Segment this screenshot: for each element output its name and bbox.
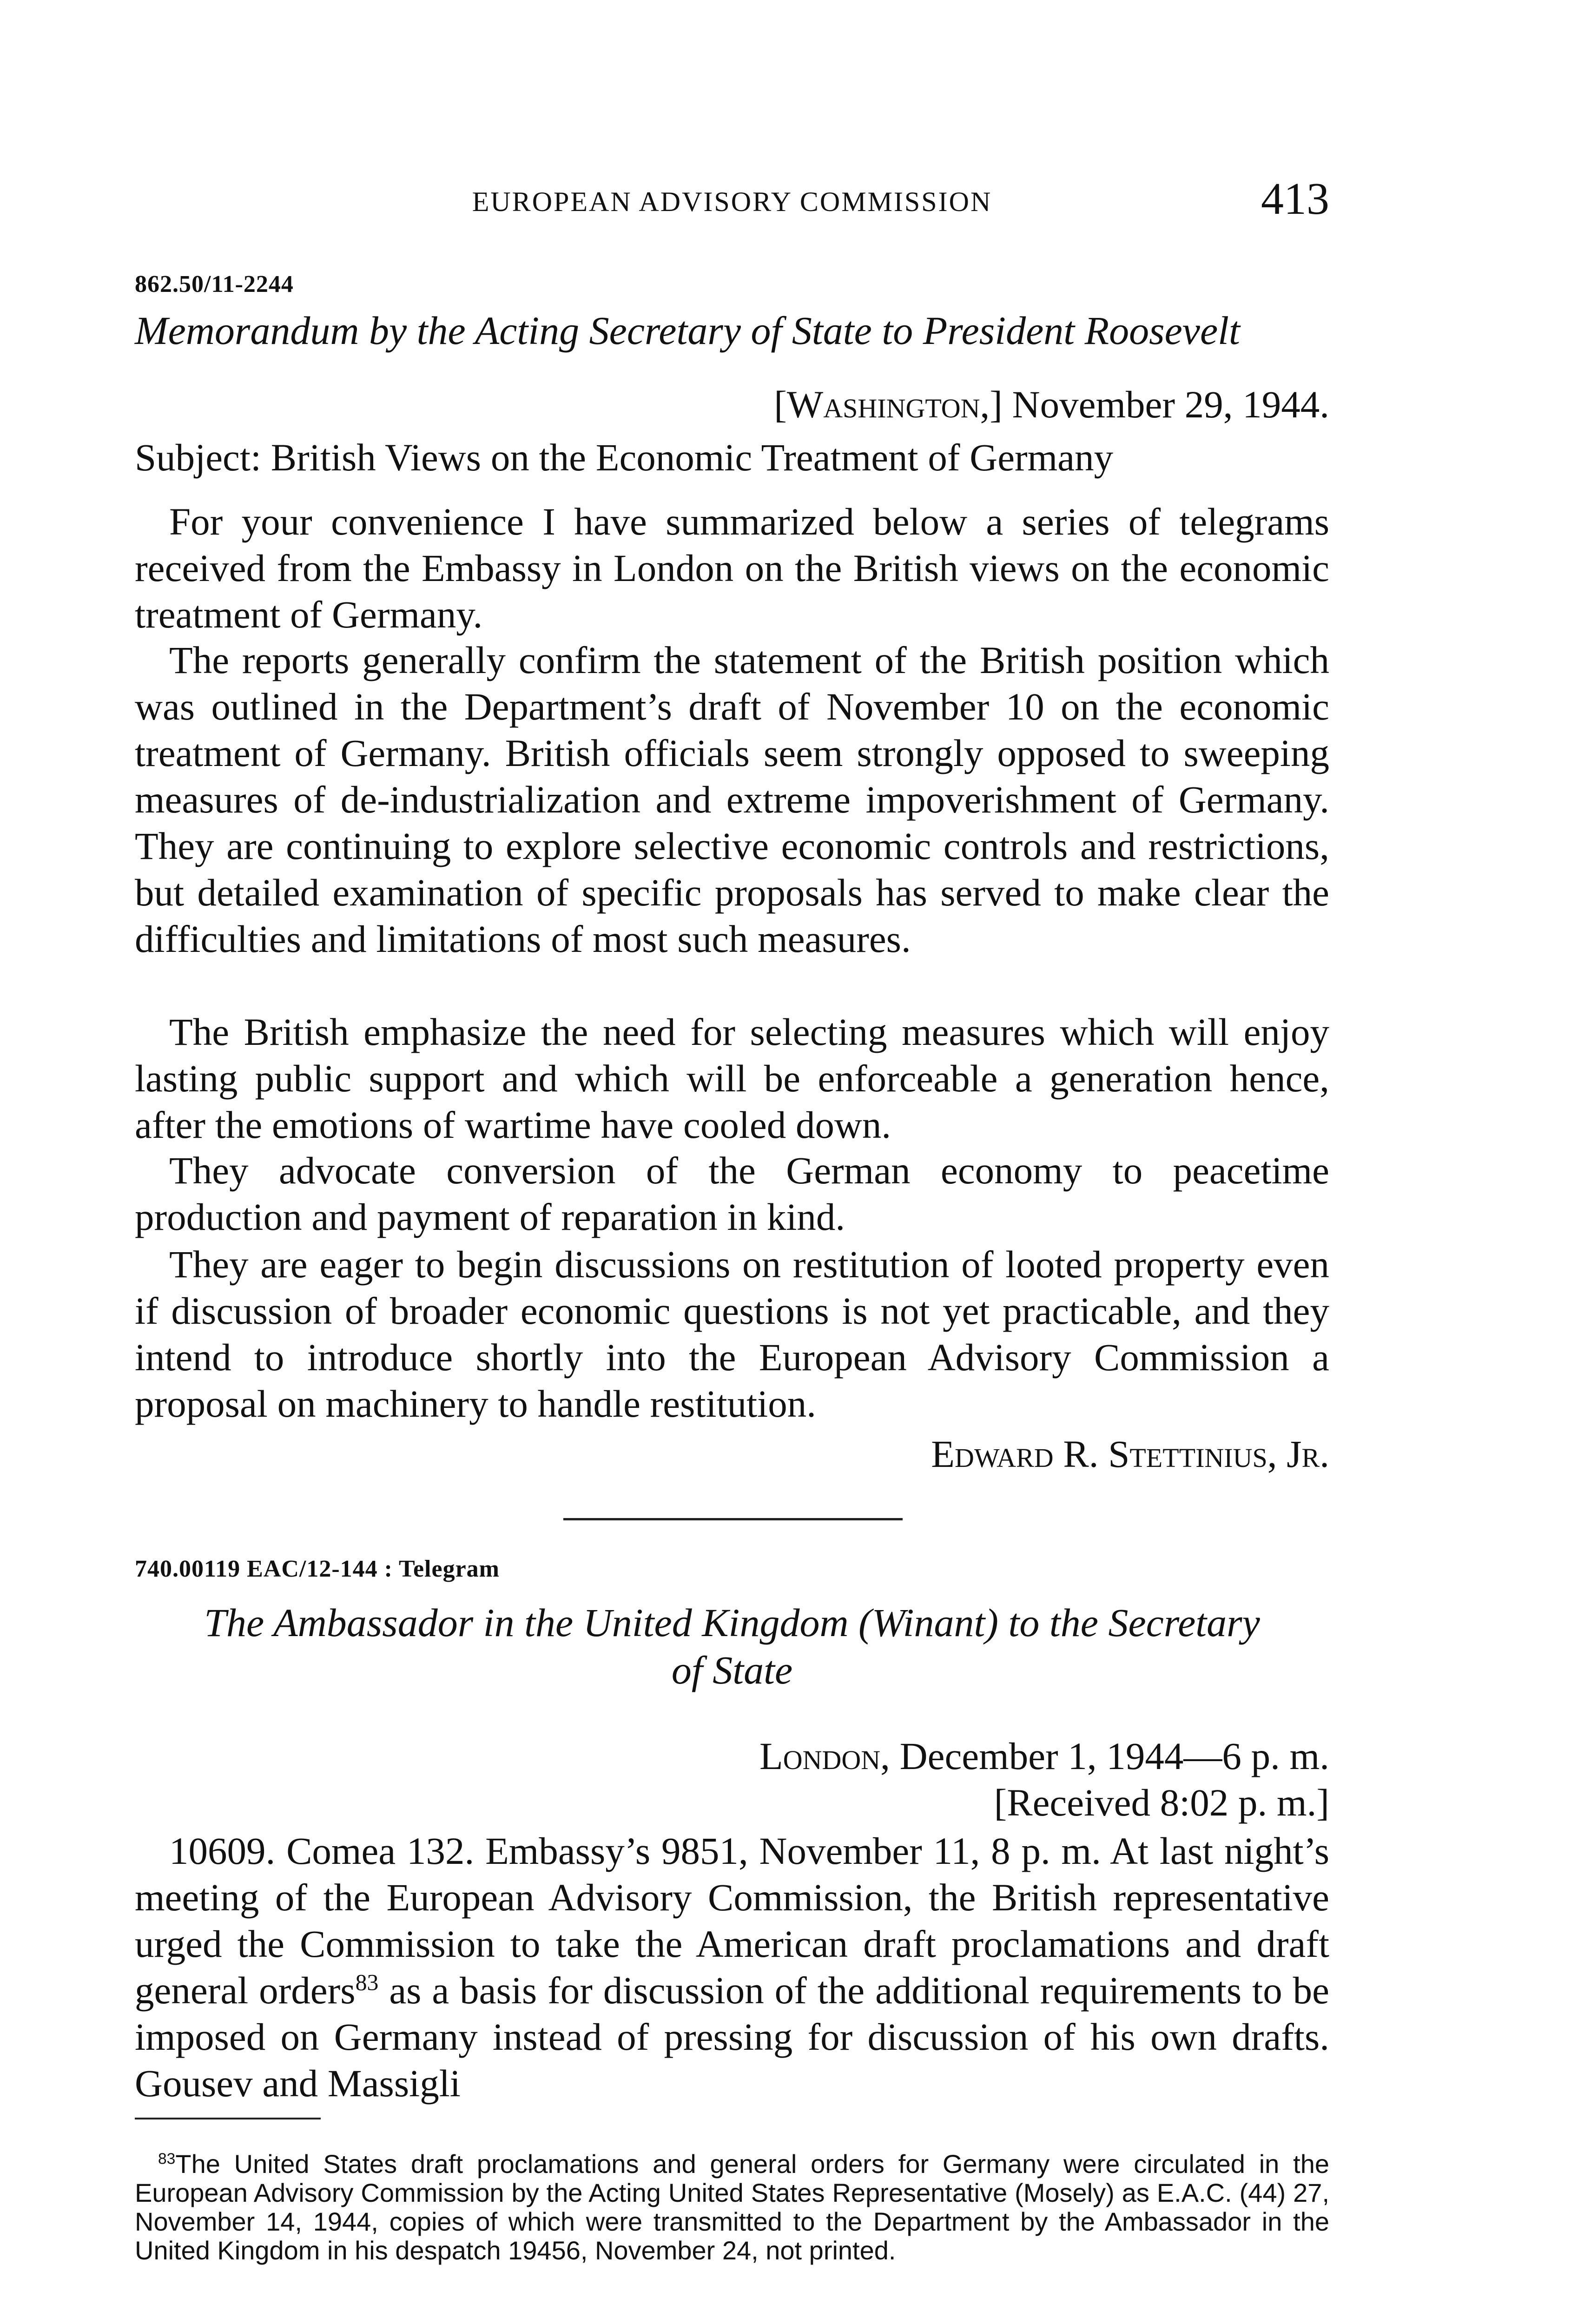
section-divider [563,1518,903,1520]
page-number: 413 [1261,174,1329,224]
dateline [774,382,1329,427]
paragraph-text: as a basis for discussion of the additional requirements to be imposed on Germany instead of pressing for discussion of his own drafts. Gousev and Massigli [135,1969,1329,2105]
dateline-place: [Washington,] [774,383,1003,426]
dateline-date: November 29, 1944. [1002,383,1329,426]
received-line: [Received 8:02 p. m.] [994,1781,1329,1824]
body-paragraph: They advocate conversion of the German economy to peacetime production and payment of reparation in kind. [135,1149,1329,1238]
body-paragraph: For your convenience I have summarized below a series of telegrams received from the Embassy in London on the British views on the economic treatment of Germany. [135,500,1329,636]
running-title: EUROPEAN ADVISORY COMMISSION [472,186,992,217]
signature: Edward R. Stettinius, Jr. [931,1433,1329,1475]
document-title: The Ambassador in the United Kingdom (Winant) to the Secretary [204,1600,1260,1645]
body-paragraph: The British emphasize the need for selecting measures which will enjoy lasting public support and which will be enforceable a generation hence, after the emotions of wartime have cooled down. [135,1010,1329,1146]
dateline-date: December 1, 1944—6 p. m. [890,1735,1329,1777]
document-title-continued: of State [671,1648,793,1692]
running-head [135,174,1329,238]
file-number: 862.50/11-2244 [135,271,294,297]
body-paragraph [135,1828,1329,2106]
dateline-place: London, [759,1735,890,1777]
footnote-text: The United States draft proclamations and general orders for Germany were circulated in the European Advisory Commission by the Acting United States Representative (Mosely) as E.A.C. (44) 27, November 14, 1944, copies of which were transmitted to the Department by the Ambassador in the United Kingdom in his despatch 19456, November 24, not printed. [135,2149,1329,2265]
footnote-marker: 83 [158,2150,176,2168]
body-paragraph: The reports generally confirm the statement of the British position which was outlined in the Department’s draft of November 10 on the economic treatment of Germany. British officials seem strongly opposed to sweeping measures of de-industrialization and extreme impoverishment of Germany. They are continuing to explore selective economic controls and restrictions, but detailed examination of specific proposals has served to make clear the difficulties and limitations of most such measures. [135,639,1329,960]
footnote-reference[interactable]: 83 [355,1969,379,1995]
dateline [759,1734,1329,1778]
paragraph-text: 10609. Comea 132. Embassy’s 9851, November 11, 8 p. m. At last night’s meeting of the European Advisory Commission, the British representative urged the Commission to take the American draft proclamations and draft general orders [135,1829,1329,2012]
document-title: Memorandum by the Acting Secretary of State to President Roosevelt [135,308,1240,353]
footnote [135,2150,1329,2265]
body-paragraph: They are eager to begin discussions on restitution of looted property even if discussion of broader economic questions is not yet practicable, and they intend to introduce shortly into the European Advisory Commission a proposal on machinery to handle restitution. [135,1243,1329,1425]
file-number: 740.00119 EAC/12-144 : Telegram [135,1556,500,1582]
subject-line: Subject: British Views on the Economic Treatment of Germany [135,436,1114,479]
footnote-rule [135,2118,321,2119]
